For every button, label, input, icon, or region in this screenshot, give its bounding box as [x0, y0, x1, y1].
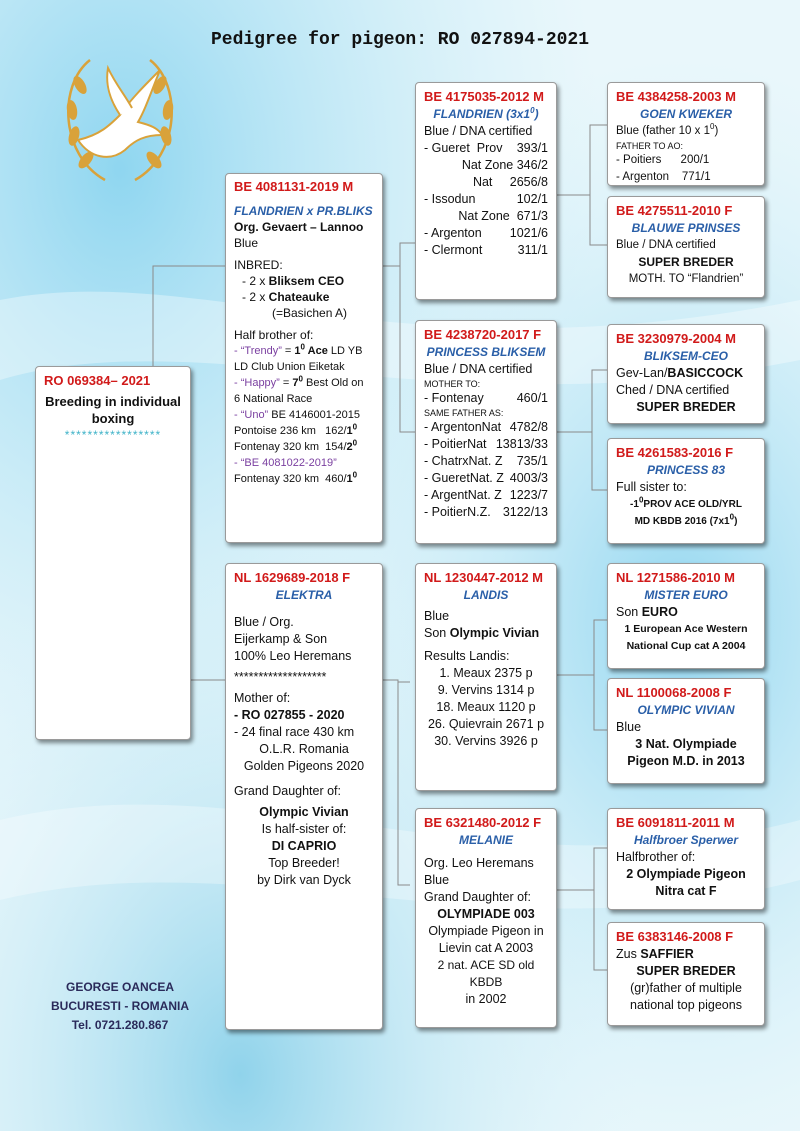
dds-card[interactable]: BE 6091811-2011 M Halfbroer Sperwer Halfbrother of: 2 Olympiade Pigeon Nitra cat F [607, 808, 765, 910]
sire-sire-card[interactable]: BE 4175035-2012 M FLANDRIEN $(3x1^0)$ Blue / DNA certified - Gueret Prov 393/1 Nat Zone 346/2 Nat 2656/8 - Issodun 102/1 Nat Zone 671/3 - Argenton 1021/6 - Clermont 311/1 [415, 82, 557, 300]
result-row: - ArgentNat. Z 1223/7 [424, 488, 548, 502]
dam-sire-card[interactable]: NL 1230447-2012 M LANDIS Blue Son Olympic Vivian Results Landis: 1. Meaux 2375 p 9. Vervins 1314 p 18. Meaux 1120 p 26. Quievrain 2671 p 30. Vervins 3926 p [415, 563, 557, 791]
subject-ring: RO 069384– 2021 [44, 373, 151, 388]
dam-stars: ******************* [234, 670, 327, 684]
sire-h3-name: - “Uno” [234, 409, 269, 421]
breeder-contact [30, 978, 210, 1035]
sire-card[interactable]: BE 4081131-2019 M FLANDRIEN x PR.BLIKS Org. Gevaert – Lannoo Blue INBRED: - 2 x Bliksem CEO - 2 x Chateauke (=Basichen A) Half brother of: - “Trendy” = $1^0$ Ace LD YB LD Club Union Eiketak - “Happy” = $7^0$ Best Old on 6 National Race - “Uno” BE 4146001-2015 Pontoise 236 km $162/1^0$ Fontenay 320 km $154/2^0$ - “BE 4081022-2019” Fontenay 320 km $460/1^0$ [225, 173, 383, 543]
sire-h2-name: - “Happy” [234, 377, 280, 389]
sire-sire-results [424, 140, 548, 259]
result-row: - GueretNat. Z 4003/3 [424, 471, 548, 485]
sire-ring: BE 4081131-2019 M [234, 179, 354, 194]
dove-laurel-icon [50, 40, 190, 200]
sire-org: Org. Gevaert – Lannoo [234, 220, 364, 234]
dam-sire-results [424, 665, 548, 750]
sire-h2-line2: 6 National Race [234, 393, 313, 405]
page-title: Pedigree for pigeon: RO 027894-2021 [210, 30, 590, 50]
subject-line2: boxing [91, 411, 135, 426]
result-row: - PoitierNat 13813/33 [424, 437, 548, 451]
sire-name: FLANDRIEN x PR.BLIKS [234, 204, 373, 218]
result-row: - Gueret Prov 393/1 [424, 141, 548, 155]
sdd-card[interactable]: BE 4261583-2016 F PRINCESS 83 Full sister to: $-1^0PROV$ ACE OLD/YRL MD KBDB 2016 $(7x1^0)$ [607, 438, 765, 544]
ddd-card[interactable]: BE 6383146-2008 F Zus SAFFIER SUPER BREDER (gr)father of multiple national top pigeons [607, 922, 765, 1026]
result-row: - PoitierN.Z. 3122/13 [424, 505, 548, 519]
result-row: 1. Meaux 2375 p [439, 666, 533, 680]
sire-inbred-label: INBRED: [234, 258, 283, 272]
sds-card[interactable]: BE 3230979-2004 M BLIKSEM-CEO Gev-Lan/BASICCOCK Ched / DNA certified SUPER BREDER [607, 324, 765, 424]
breeder-phone: Tel. 0721.280.867 [71, 1018, 169, 1032]
result-row: 18. Meaux 1120 p [436, 700, 536, 714]
sire-h1-line2: LD Club Union Eiketak [234, 361, 345, 373]
result-row: 30. Vervins 3926 p [434, 734, 538, 748]
ssd-card[interactable]: BE 4275511-2010 F BLAUWE PRINSES Blue / DNA certified SUPER BREDER MOTH. TO “Flandrien” [607, 196, 765, 298]
result-row: 9. Vervins 1314 p [437, 683, 535, 697]
subject-card[interactable] [35, 366, 191, 740]
sire-dam-card[interactable]: BE 4238720-2017 F PRINCESS BLIKSEM Blue / DNA certified MOTHER TO: - Fontenay 460/1 SAME FATHER AS: - ArgentonNat 4782/8 - PoitierNat 13813/33 - ChatrxNat. Z 735/1 - GueretNat. Z 4003/3 - ArgentNat. Z 1223/7 - PoitierN.Z. 3122/13 [415, 320, 557, 544]
breeder-city: BUCURESTI - ROMANIA [51, 999, 189, 1013]
breeder-name: GEORGE OANCEA [65, 980, 174, 994]
result-row: Nat Zone 346/2 [461, 158, 548, 172]
dam-ring: NL 1629689-2018 F [234, 570, 351, 585]
result-row: - Issodun 102/1 [424, 192, 548, 206]
sss-card[interactable]: BE 4384258-2003 M GOEN KWEKER Blue (father 10 x $1^0$) FATHER TO AO: - Poitiers 200/1 - Argenton 771/1 [607, 82, 765, 186]
sire-half-label: Half brother of: [234, 328, 314, 342]
sire-h4-name: - “BE 4081022-2019” [234, 457, 337, 469]
sire-dam-results [424, 419, 548, 521]
result-row: - Clermont 311/1 [424, 243, 548, 257]
result-row: Nat 2656/8 [472, 175, 548, 189]
subject-line1: Breeding in individual [45, 394, 181, 409]
result-row: 26. Quievrain 2671 p [427, 717, 545, 731]
result-row: - ArgentonNat 4782/8 [424, 420, 548, 434]
result-row: - ChatrxNat. Z 735/1 [424, 454, 548, 468]
sire-inbred2-pre: - 2 x [242, 290, 269, 304]
sire-inbred1-pre: - 2 x [242, 274, 269, 288]
dsd-card[interactable]: NL 1100068-2008 F OLYMPIC VIVIAN Blue 3 Nat. Olympiade Pigeon M.D. in 2013 [607, 678, 765, 784]
result-row: Nat Zone 671/3 [458, 209, 548, 223]
dam-name: ELEKTRA [275, 588, 333, 602]
dss-card[interactable]: NL 1271586-2010 M MISTER EURO Son EURO 1 European Ace Western National Cup cat A 2004 [607, 563, 765, 669]
result-row: - Argenton 1021/6 [424, 226, 548, 240]
sire-inbred2: Chateauke [268, 290, 330, 304]
dam-dam-card[interactable]: BE 6321480-2012 F MELANIE Org. Leo Heremans Blue Grand Daughter of: OLYMPIADE 003 Olympiade Pigeon in Lievin cat A 2003 2 nat. ACE SD old KBDB in 2002 [415, 808, 557, 1028]
sire-inbred3: (=Basichen A) [272, 306, 348, 320]
subject-stars: ***************** [64, 428, 162, 442]
dam-card[interactable]: NL 1629689-2018 F ELEKTRA Blue / Org. Eijerkamp & Son 100% Leo Heremans ******************* Mother of: - RO 027855 - 2020 - 24 final race 430 km O.L.R. Romania Golden Pigeons 2020 Grand Daughter of: Olympic Vivian Is half-sister of: DI CAPRIO Top Breeder! by Dirk van Dyck [225, 563, 383, 1030]
sire-inbred1: Bliksem CEO [268, 274, 345, 288]
sire-h1-name: - “Trendy” [234, 345, 282, 357]
sire-color: Blue [234, 236, 259, 250]
